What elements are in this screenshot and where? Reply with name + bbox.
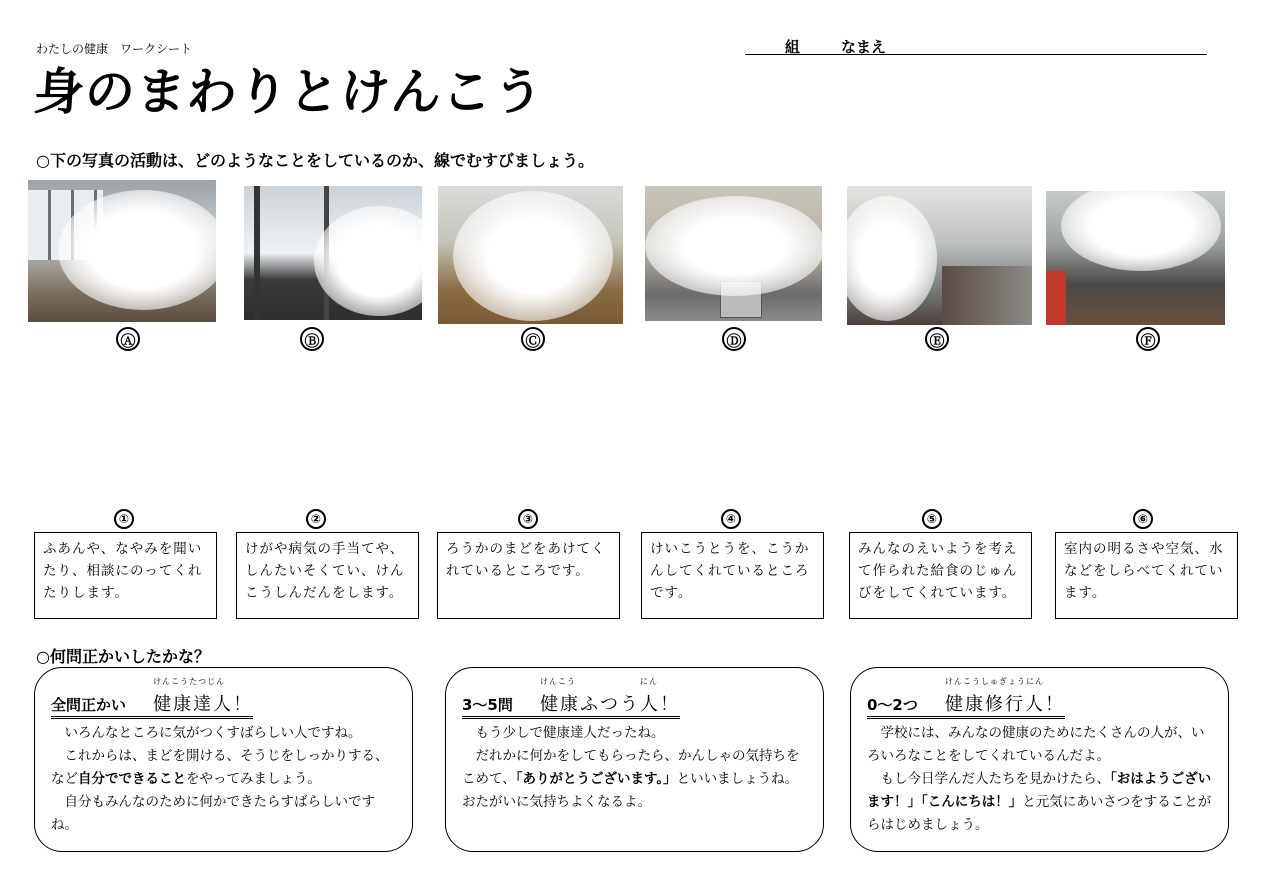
photo-e (847, 186, 1032, 325)
activity-card-1: ふあんや、なやみを聞いたり、相談にのってくれたりします。 (34, 532, 217, 619)
result-rank: けんこう にん 健康ふつう人！ (539, 677, 680, 715)
worksheet-subtitle: わたしの健康 ワークシート (36, 42, 193, 56)
photo-label-f: Ⓕ (1136, 327, 1160, 351)
activity-card-4: けいこうとうを、こうかんしてくれているところです。 (641, 532, 824, 619)
result-range: 3～5問 (462, 696, 513, 714)
card-number-6: ⑥ (1133, 509, 1153, 529)
photo-c (438, 186, 623, 324)
question-2: ○何問正かいしたかな？ (36, 647, 210, 666)
result-box-all-correct (34, 667, 413, 852)
result-range: 0～2つ (867, 696, 918, 714)
rank-ruby: けんこうたつじん (153, 677, 226, 686)
activity-card-6: 室内の明るさや空気、水などをしらべてくれています。 (1055, 532, 1238, 619)
page-title: 身のまわりとけんこう (31, 63, 547, 121)
photo-f (1046, 191, 1225, 325)
result-box-0-2 (850, 667, 1229, 852)
photo-label-d: Ⓓ (722, 327, 746, 351)
result-box-3-5 (445, 667, 824, 852)
class-label: 組 (785, 38, 801, 56)
photo-label-e: Ⓔ (925, 327, 949, 351)
photo-label-c: Ⓒ (521, 327, 545, 351)
photo-d (645, 186, 822, 321)
result-rank: けんこうしゅぎょうにん 健康修行人！ (944, 677, 1065, 715)
name-label: なまえ (841, 38, 887, 56)
photo-a (28, 180, 216, 322)
photo-label-b: Ⓑ (300, 327, 324, 351)
result-text: もう少しで健康達人だったね。 だれかに何かをしてもらったら、かんしゃの気持ちをこめて、「ありがとうございます。」といいましょうね。おたがいに気持ちよくなるよ。 (462, 725, 800, 810)
card-number-4: ④ (721, 509, 741, 529)
card-number-3: ③ (518, 509, 538, 529)
result-heading (867, 677, 1065, 719)
activity-card-2: けがや病気の手当てや、しんたいそくてい、けんこうしんだんをします。 (236, 532, 419, 619)
result-rank: けんこうたつじん 健康達人！ (153, 677, 254, 715)
card-number-2: ② (306, 509, 326, 529)
result-text: いろんなところに気がつくすばらしい人ですね。 これからは、まどを開ける、そうじをしっかりする、など自分でできることをやってみましょう。 自分もみんなのために何かできたらすばらしいですね。 (51, 725, 389, 833)
question-1: ○下の写真の活動は、どのようなことをしているのか、線でむすびましょう。 (36, 151, 594, 170)
rank-ruby: けんこうしゅぎょうにん (944, 677, 1044, 686)
rank-ruby: けんこう (539, 677, 576, 686)
name-field[interactable] (745, 36, 1207, 55)
result-range: 全問正かい (51, 696, 127, 714)
card-number-1: ① (114, 509, 134, 529)
result-text: 学校には、みんなの健康のためにたくさんの人が、いろいろなことをしてくれているんだよ。 もし今日学んだ人たちを見かけたら、「おはようございます！」「こんにちは！」と元気にあいさつをすることがらはじめましょう。 (867, 725, 1212, 833)
card-number-5: ⑤ (922, 509, 942, 529)
photo-b (244, 186, 422, 320)
activity-card-3: ろうかのまどをあけてくれているところです。 (437, 532, 620, 619)
result-heading (462, 677, 680, 719)
activity-card-5: みんなのえいようを考えて作られた給食のじゅんびをしてくれています。 (849, 532, 1032, 619)
rank-ruby-2: にん (639, 677, 658, 686)
photo-label-a: Ⓐ (116, 327, 140, 351)
result-heading (51, 677, 254, 719)
